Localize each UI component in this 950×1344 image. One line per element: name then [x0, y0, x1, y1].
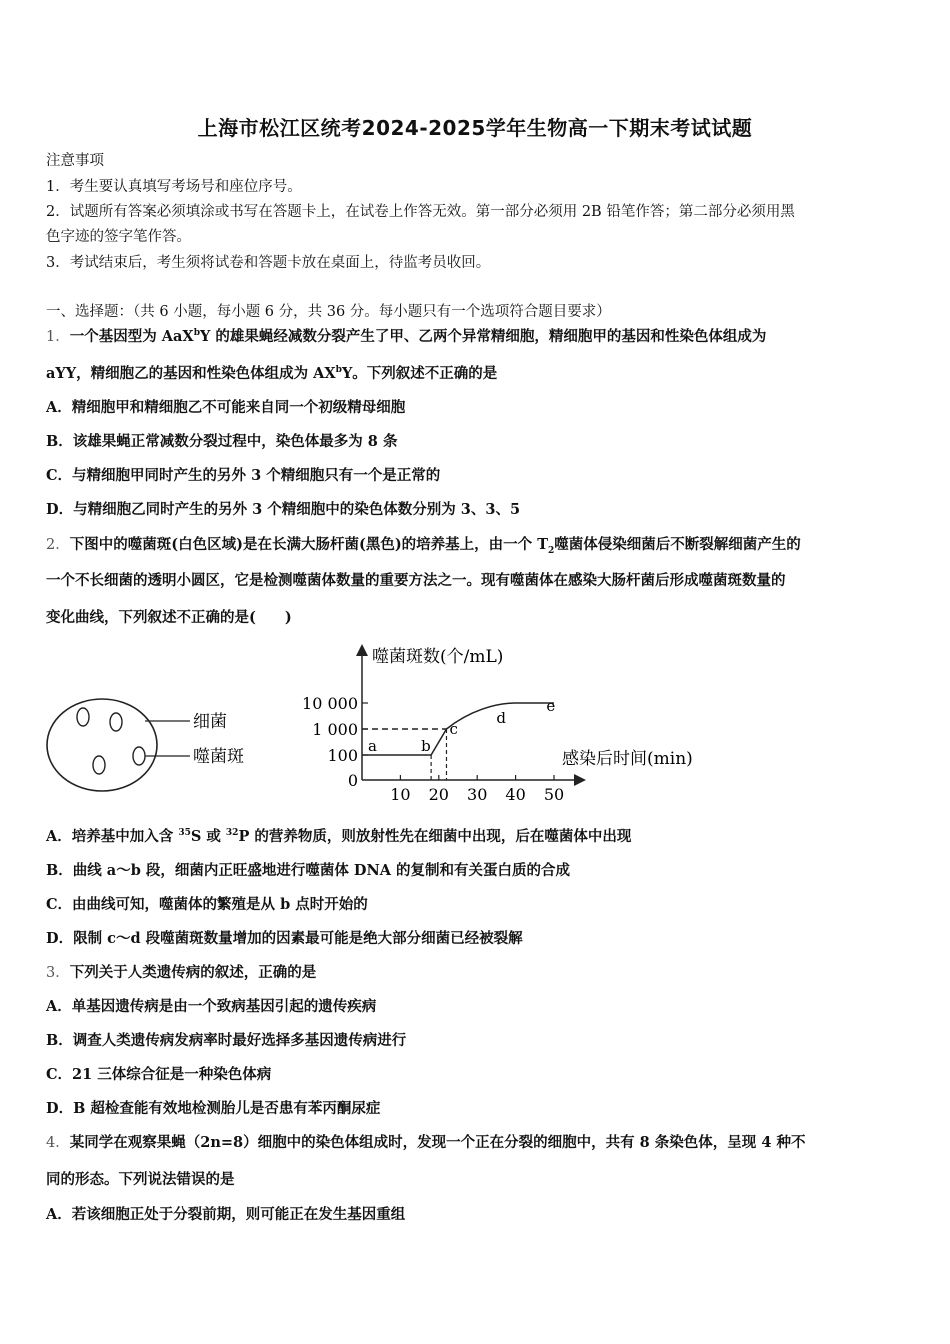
q4-text: 某同学在观察果蝇（2n=8）细胞中的染色体组成时，发现一个正在分裂的细胞中，共有 8 条染色体，呈现 4 种不	[69, 1134, 806, 1151]
plaque-circle	[93, 756, 105, 774]
q1-text: aYY，精细胞乙的基因和性染色体组成为 AX	[46, 365, 336, 382]
notice-item: 3．考试结束后，考生须将试卷和答题卡放在桌面上，待监考员收回。	[46, 255, 491, 271]
plaque-circle	[133, 747, 145, 765]
x-tick-label: 30	[467, 785, 488, 804]
q2-text: 噬菌体侵染细菌后不断裂解细菌产生的	[554, 536, 801, 553]
question-4-stem-cont: 同的形态。下列说法错误的是	[46, 1171, 235, 1188]
option-text: S 或	[190, 828, 226, 845]
q1-text: 一个基因型为 AaX	[69, 328, 194, 345]
page-title: 上海市松江区统考2024-2025学年生物高一下期末考试试题	[197, 116, 753, 140]
question-number: 4．	[46, 1135, 70, 1151]
q1-text: Y。下列叙述不正确的是	[341, 365, 498, 382]
petri-dish-outline	[47, 699, 157, 791]
q1-option-c[interactable]: C．与精细胞甲同时产生的另外 3 个精细胞只有一个是正常的	[46, 467, 441, 484]
q3-option-a[interactable]: A．单基因遗传病是由一个致病基因引起的遗传疾病	[46, 998, 377, 1015]
q3-option-d[interactable]: D．B 超检查能有效地检测胎儿是否患有苯丙酮尿症	[46, 1100, 381, 1117]
plaque-circle	[110, 713, 122, 731]
q3-text: 下列关于人类遗传病的叙述，正确的是	[69, 964, 317, 981]
option-text: A．培养基中加入含	[46, 828, 179, 845]
y-tick-label: 1 000	[312, 720, 358, 739]
y-axis-label: 噬菌斑数(个/mL)	[372, 647, 504, 667]
question-number: 2．	[46, 537, 70, 553]
q3-option-c[interactable]: C．21 三体综合征是一种染色体病	[46, 1066, 272, 1083]
x-tick-label: 40	[505, 785, 526, 804]
superscript: 35	[178, 828, 191, 839]
series-line	[362, 703, 554, 755]
notice-heading: 注意事项	[46, 153, 104, 169]
superscript: b	[193, 328, 200, 339]
option-text: P 的营养物质，则放射性先在细菌中出现，后在噬菌体中出现	[238, 828, 632, 845]
point-label-d: d	[496, 708, 507, 727]
x-tick-label: 50	[543, 785, 565, 804]
q2-option-a[interactable]	[46, 827, 910, 847]
question-2-stem	[46, 535, 910, 555]
q1-text: Y 的雄果蝇经减数分裂产生了甲、乙两个异常精细胞，精细胞甲的基因和性染色体组成为	[199, 328, 767, 345]
q3-option-b[interactable]: B．调查人类遗传病发病率时最好选择多基因遗传病进行	[46, 1032, 407, 1049]
plaque-count-chart	[290, 640, 730, 815]
question-number: 1．	[46, 329, 70, 345]
y-tick-label: 0	[347, 771, 358, 790]
q1-option-b[interactable]: B．该雄果蝇正常减数分裂过程中，染色体最多为 8 条	[46, 433, 398, 450]
label-bacteria: 细菌	[193, 712, 227, 732]
chart-axes	[302, 650, 580, 804]
notice-item: 2．试题所有答案必须填涂或书写在答题卡上，在试卷上作答无效。第一部分必须用 2B 铅笔作答；第二部分必须用黑	[46, 204, 795, 220]
question-1-stem	[46, 327, 910, 347]
question-1-stem-cont	[46, 364, 910, 384]
point-label-e: e	[546, 697, 556, 715]
notice-item: 色字迹的签字笔作答。	[46, 229, 191, 245]
x-axis-label: 感染后时间(min)	[562, 749, 693, 769]
y-tick-label: 10 000	[302, 694, 358, 713]
question-4-stem	[46, 1133, 910, 1153]
q4-option-a[interactable]: A．若该细胞正处于分裂前期，则可能正在发生基因重组	[46, 1206, 406, 1223]
subscript: 2	[548, 545, 555, 556]
section-heading: 一、选择题：（共 6 小题，每小题 6 分，共 36 分。每小题只有一个选项符合题目要求）	[46, 304, 611, 320]
point-label-a: a	[368, 737, 377, 755]
label-plaque: 噬菌斑	[193, 747, 244, 767]
superscript: b	[335, 365, 342, 376]
x-tick-label: 20	[428, 785, 449, 804]
q2-option-d[interactable]: D．限制 c～d 段噬菌斑数量增加的因素最可能是绝大部分细菌已经被裂解	[46, 930, 523, 947]
culture-dish-figure	[40, 690, 270, 810]
plaque-circle	[77, 708, 89, 726]
question-2-stem-cont: 变化曲线，下列叙述不正确的是( )	[46, 609, 292, 626]
q1-option-d[interactable]: D．与精细胞乙同时产生的另外 3 个精细胞中的染色体数分别为 3、3、5	[46, 501, 521, 518]
q1-option-a[interactable]: A．精细胞甲和精细胞乙不可能来自同一个初级精母细胞	[46, 399, 406, 416]
x-tick-label: 10	[390, 785, 411, 804]
question-2-stem-cont: 一个不长细菌的透明小圆区，它是检测噬菌体数量的重要方法之一。现有噬菌体在感染大肠杆菌后形成噬菌斑数量的	[46, 572, 786, 589]
point-label-b: b	[421, 737, 431, 755]
question-number: 3．	[46, 965, 70, 981]
notice-item: 1．考生要认真填写考场号和座位序号。	[46, 179, 302, 195]
question-3-stem	[46, 963, 910, 983]
q2-option-c[interactable]: C．由曲线可知，噬菌体的繁殖是从 b 点时开始的	[46, 896, 368, 913]
chart-marks	[362, 697, 555, 780]
q2-option-b[interactable]: B．曲线 a～b 段，细菌内正旺盛地进行噬菌体 DNA 的复制和有关蛋白质的合成	[46, 862, 571, 879]
y-tick-label: 100	[327, 746, 358, 765]
superscript: 32	[225, 828, 239, 839]
point-label-c: c	[449, 720, 458, 738]
q2-text: 下图中的噬菌斑(白色区域)是在长满大肠杆菌(黑色)的培养基上，由一个 T	[69, 536, 549, 553]
